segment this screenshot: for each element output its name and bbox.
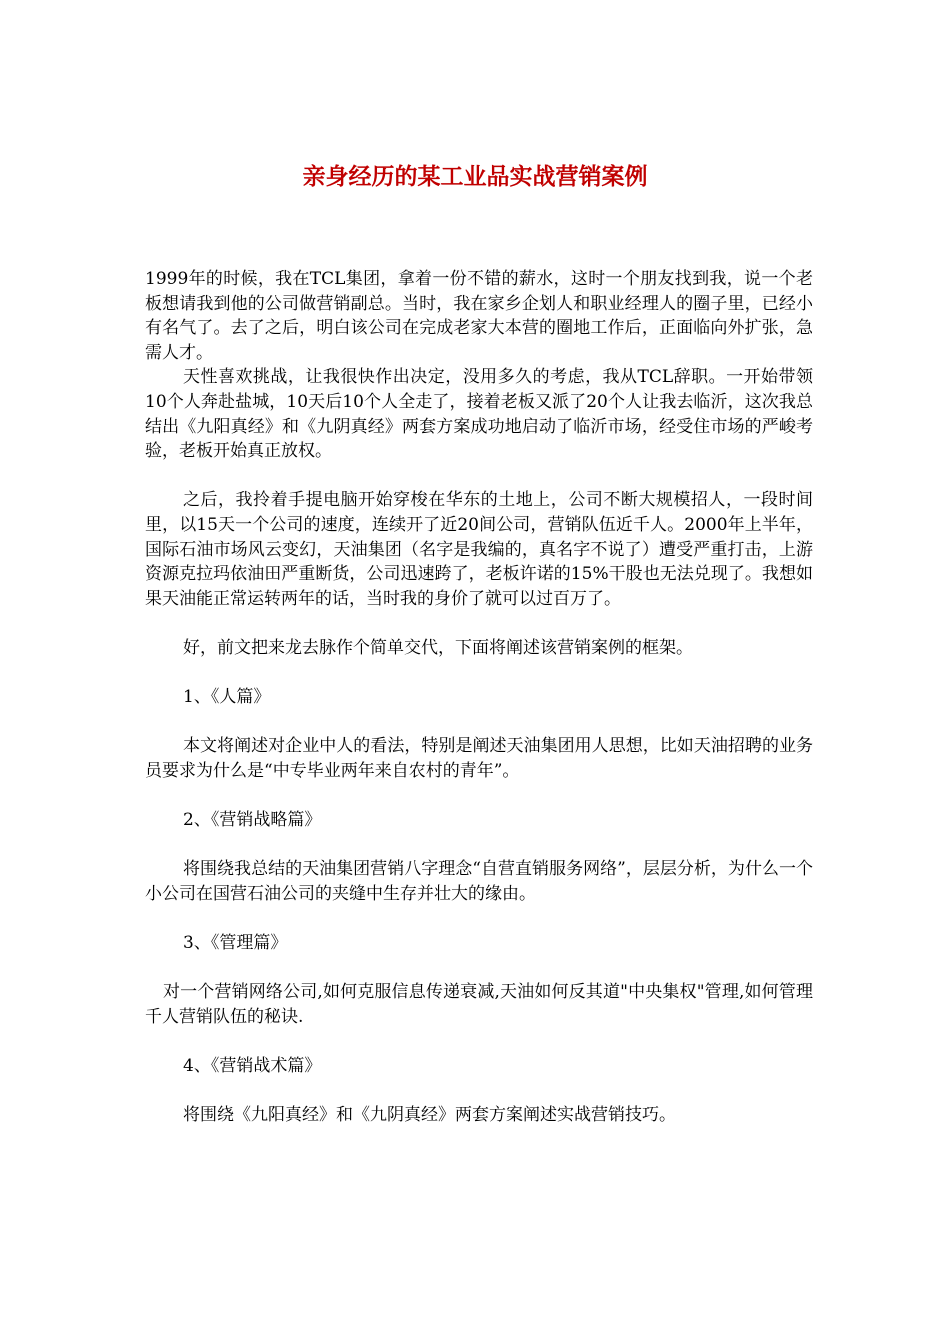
section-heading-people: 1、《人篇》 bbox=[183, 687, 271, 708]
section-heading-management: 3、《管理篇》 bbox=[183, 933, 288, 954]
paragraph-tactics: 将围绕《九阳真经》和《九阴真经》两套方案阐述实战营销技巧。 bbox=[183, 1105, 676, 1126]
paragraph-management: 对一个营销网络公司,如何克服信息传递衰减,天油如何反其道"中央集权"管理,如何管理千人营销队伍的秘诀. bbox=[145, 982, 813, 1027]
paragraph-challenge: 天性喜欢挑战，让我很快作出决定，没用多久的考虑，我从TCL辞职。一开始带领10个人奔赴盐城，10天后10个人全走了，接着老板又派了20个人让我去临沂，这次我总结出《九阳真经》和《九阴真经》两套方案成功地启动了临沂市场，经受住市场的严峻考验，老板开始真正放权。 bbox=[145, 367, 813, 462]
section-heading-strategy: 2、《营销战略篇》 bbox=[183, 810, 322, 831]
paragraph-expansion: 之后，我拎着手提电脑开始穿梭在华东的土地上，公司不断大规模招人，一段时间里，以15天一个公司的速度，连续开了近20间公司，营销队伍近千人。2000年上半年，国际石油市场风云变幻，天油集团（名字是我编的，真名字不说了）遭受严重打击，上游资源克拉玛依油田严重断货，公司迅速跨了，老板许诺的15%干股也无法兑现了。我想如果天油能正常运转两年的话，当时我的身价了就可以过百万了。 bbox=[145, 490, 813, 609]
paragraph-people: 本文将阐述对企业中人的看法，特别是阐述天油集团用人思想，比如天油招聘的业务员要求为什么是“中专毕业两年来自农村的青年”。 bbox=[145, 736, 813, 781]
paragraph-intro: 1999年的时候，我在TCL集团，拿着一份不错的薪水，这时一个朋友找到我，说一个老板想请我到他的公司做营销副总。当时，我在家乡企划人和职业经理人的圈子里，已经小有名气了。去了之后，明白该公司在完成老家大本营的圈地工作后，正面临向外扩张，急需人才。 bbox=[145, 269, 813, 363]
document-title: 亲身经历的某工业品实战营销案例 bbox=[302, 163, 648, 190]
paragraph-framework: 好，前文把来龙去脉作个简单交代，下面将阐述该营销案例的框架。 bbox=[183, 637, 693, 658]
document-body bbox=[145, 267, 813, 1128]
paragraph-strategy: 将围绕我总结的天油集团营销八字理念“自营直销服务网络”，层层分析，为什么一个小公司在国营石油公司的夹缝中生存并壮大的缘由。 bbox=[145, 859, 813, 904]
section-heading-tactics: 4、《营销战术篇》 bbox=[183, 1056, 322, 1076]
